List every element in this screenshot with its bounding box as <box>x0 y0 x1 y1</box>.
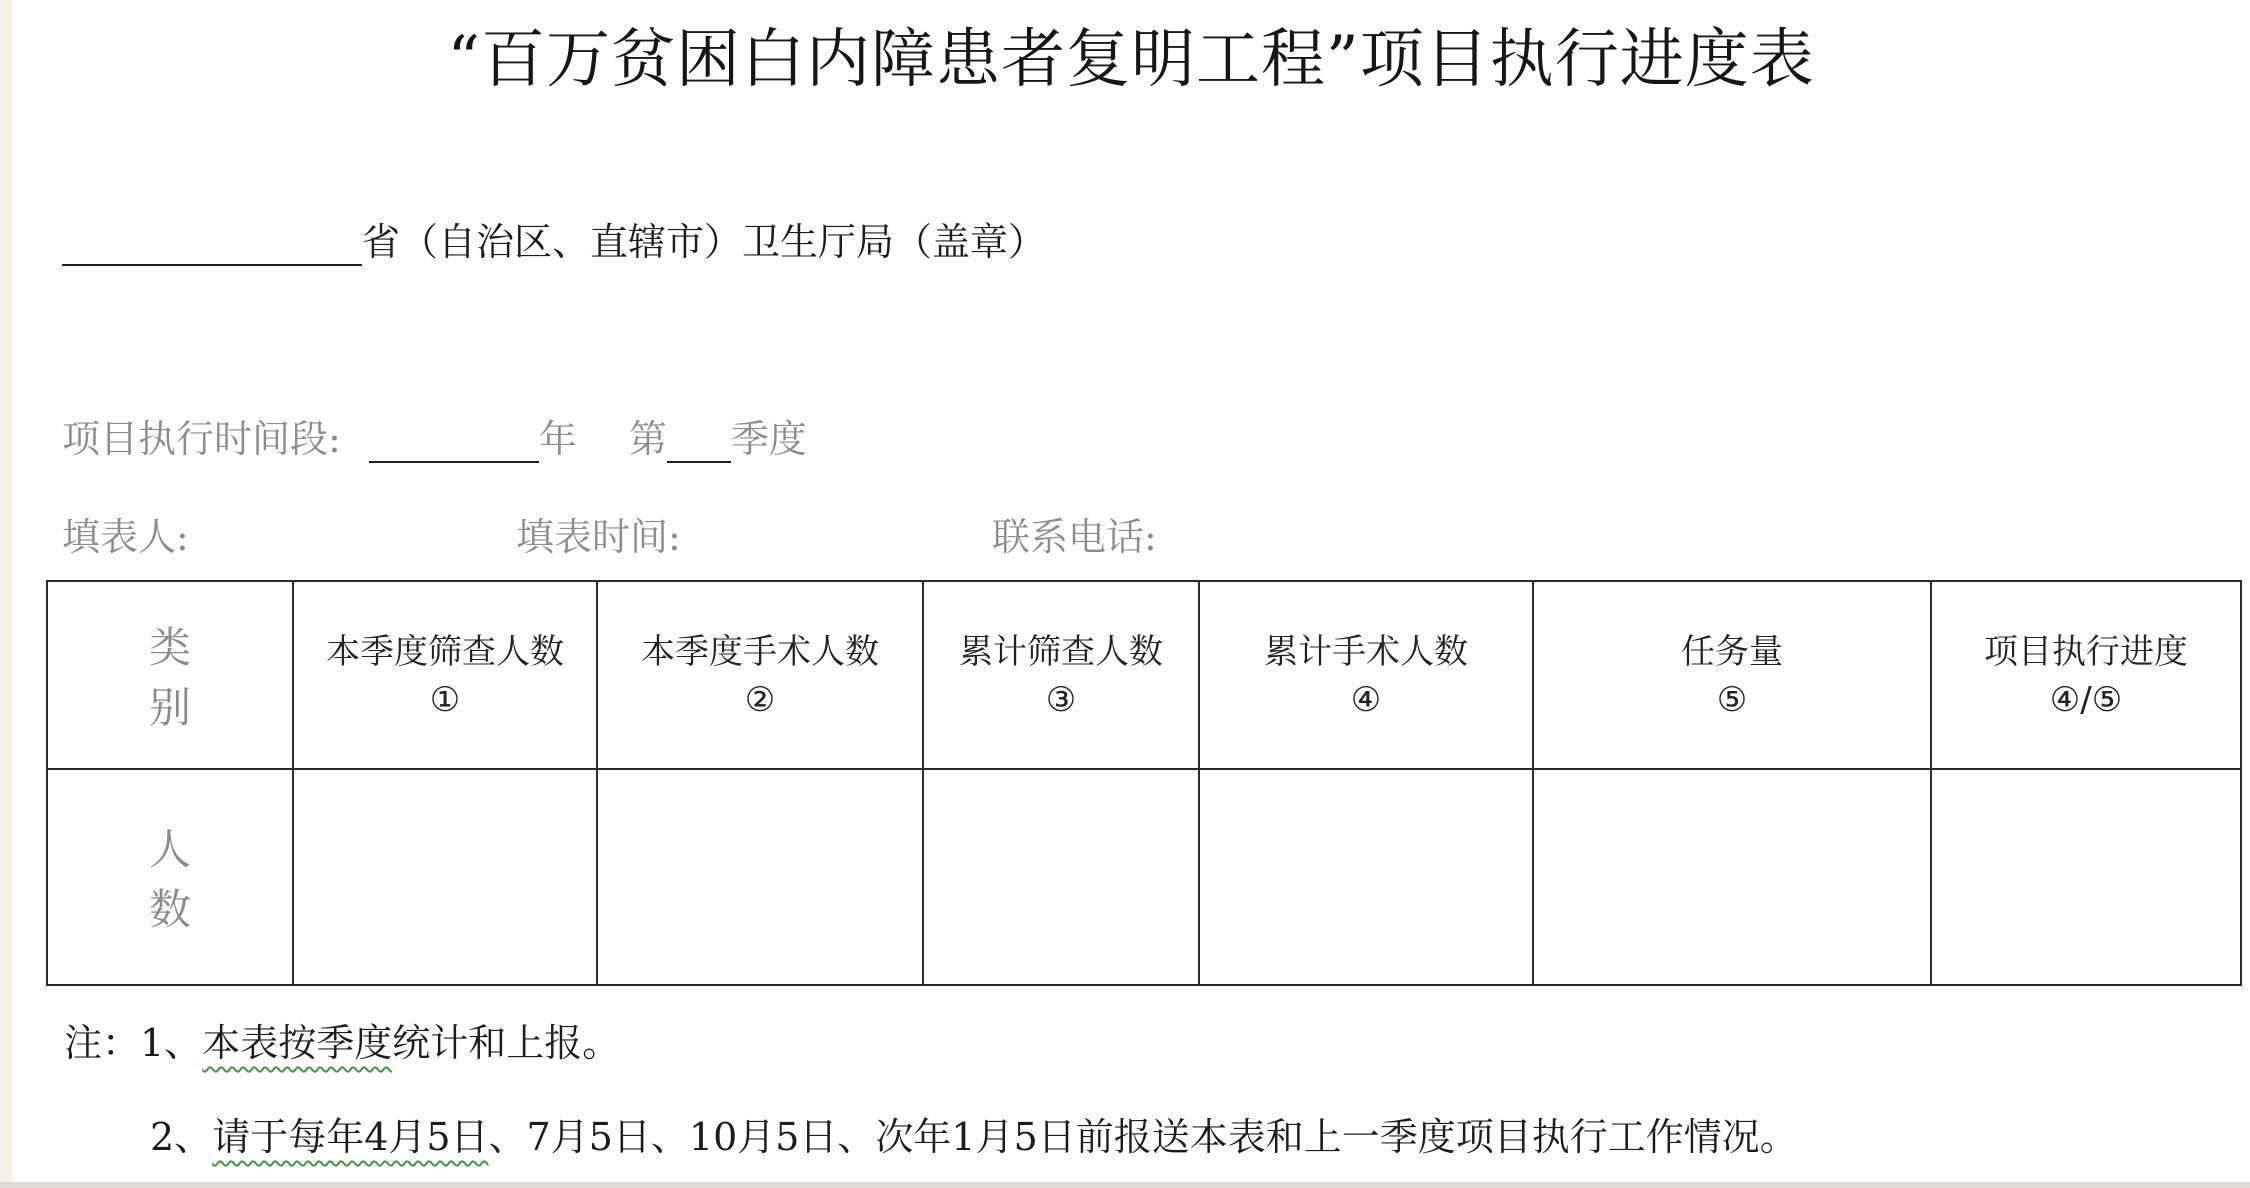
column-header-symbol: ⑤ <box>1716 680 1748 720</box>
column-header-quarter-surgery <box>597 581 923 769</box>
year-blank-field[interactable] <box>369 421 539 463</box>
note-2-rest: 、7月5日、10月5日、次年1月5日前报送本表和上一季度项目执行工作情况。 <box>488 1115 1798 1159</box>
phone-label: 联系电话: <box>992 515 1157 559</box>
column-header-name: 项目执行进度 <box>1984 632 2188 672</box>
value-cell-quarter-screening[interactable] <box>293 769 597 985</box>
note-2-underlined: 请于每年4月5日 <box>212 1115 489 1159</box>
value-cell-cumulative-screening[interactable] <box>923 769 1199 985</box>
column-header-task-volume <box>1533 581 1931 769</box>
note-1-underlined: 本表按季度 <box>202 1021 393 1065</box>
year-label: 年 <box>538 417 577 461</box>
column-header-symbol: ① <box>429 680 461 720</box>
value-cell-task-volume[interactable] <box>1533 769 1931 985</box>
category-header-cell: 类 别 <box>47 581 293 769</box>
value-cell-quarter-surgery[interactable] <box>597 769 923 985</box>
note-2-prefix: 2、 <box>150 1115 213 1159</box>
document-page <box>12 0 2250 1182</box>
table-header-row <box>47 581 2241 769</box>
column-header-symbol: ③ <box>1045 680 1077 720</box>
column-header-quarter-screening <box>293 581 597 769</box>
quarter-blank-field[interactable] <box>667 421 731 463</box>
note-1-prefix: 注：1、 <box>64 1021 203 1065</box>
column-header-name: 累计手术人数 <box>1264 632 1468 672</box>
column-header-symbol: ④ <box>1350 680 1382 720</box>
column-header-name: 任务量 <box>1681 632 1783 672</box>
filler-label: 填表人: <box>62 515 189 559</box>
row-label-count: 人 数 <box>47 769 293 985</box>
column-header-name: 累计筛查人数 <box>959 632 1163 672</box>
column-header-cumulative-surgery <box>1199 581 1533 769</box>
quarter-prefix: 第 <box>628 417 667 461</box>
column-header-symbol: ④/⑤ <box>2049 680 2123 720</box>
period-line <box>62 408 807 463</box>
note-2 <box>150 1106 1798 1161</box>
column-header-progress <box>1931 581 2241 769</box>
note-1 <box>64 1012 620 1067</box>
document-title: “百万贫困白内障患者复明工程”项目执行进度表 <box>447 23 1815 97</box>
quarter-label: 季度 <box>730 417 807 461</box>
value-cell-progress[interactable] <box>1931 769 2241 985</box>
progress-table <box>46 580 2242 986</box>
table-row-count <box>47 769 2241 985</box>
column-header-name: 本季度手术人数 <box>641 632 879 672</box>
bottom-edge <box>0 1182 2250 1188</box>
column-header-symbol: ② <box>744 680 776 720</box>
note-1-rest: 统计和上报。 <box>392 1021 621 1065</box>
fill-time-label: 填表时间: <box>516 515 681 559</box>
column-header-name: 本季度筛查人数 <box>326 632 564 672</box>
province-blank-field[interactable] <box>62 224 362 266</box>
province-line <box>62 218 1046 266</box>
province-suffix: 省（自治区、直辖市）卫生厅局（盖章） <box>362 220 1047 264</box>
column-header-cumulative-screening <box>923 581 1199 769</box>
value-cell-cumulative-surgery[interactable] <box>1199 769 1533 985</box>
period-label: 项目执行时间段: <box>62 417 341 461</box>
